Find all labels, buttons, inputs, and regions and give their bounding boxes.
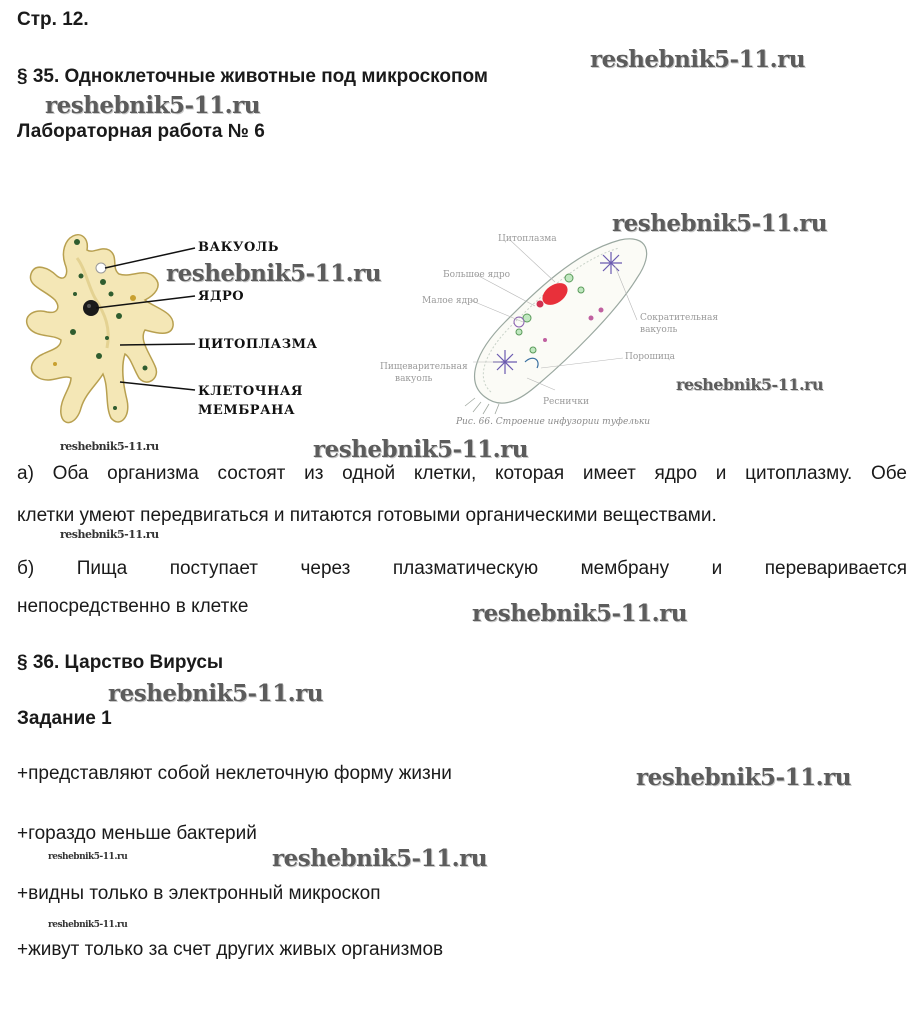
section-35-title: § 35. Одноклеточные животные под микроскопом	[17, 66, 488, 87]
paramecium-label-small-nucleus: Малое ядро	[422, 296, 479, 306]
watermark: reshebnik5-11.ru	[313, 436, 528, 463]
answer-b-line1: б) Пища поступает через плазматическую мембрану и переваривается	[17, 558, 907, 579]
label-membrane-line2: МЕМБРАНА	[198, 403, 296, 418]
answer-a-line1: а) Оба организма состоят из одной клетки, которая имеет ядро и цитоплазму. Обе	[17, 463, 907, 484]
label-membrane-line1: КЛЕТОЧНАЯ	[198, 384, 303, 399]
paramecium-figure	[415, 222, 665, 432]
paramecium-label-digestive-1: Пищеварительная	[380, 362, 468, 372]
paramecium-label-contractile-2: вакуоль	[640, 325, 678, 335]
watermark: reshebnik5-11.ru	[472, 600, 687, 627]
answer-b-line2: непосредственно в клетке	[17, 596, 249, 617]
watermark: reshebnik5-11.ru	[48, 920, 128, 930]
list-item: +видны только в электронный микроскоп	[17, 883, 381, 904]
watermark: reshebnik5-11.ru	[612, 210, 827, 237]
label-cytoplasm: ЦИТОПЛАЗМА	[198, 337, 318, 352]
paramecium-label-contractile-1: Сократительная	[640, 313, 718, 323]
paramecium-label-pore: Порошица	[625, 352, 675, 362]
paramecium-label-cilia: Реснички	[543, 397, 589, 407]
watermark: reshebnik5-11.ru	[45, 92, 260, 119]
label-vacuole: ВАКУОЛЬ	[198, 240, 279, 255]
list-item: +гораздо меньше бактерий	[17, 823, 257, 844]
contractile-vacuole-star-upper	[600, 252, 622, 274]
paramecium-label-cytoplasm: Цитоплазма	[498, 234, 557, 244]
watermark: reshebnik5-11.ru	[590, 46, 805, 73]
paramecium-label-digestive-2: вакуоль	[395, 374, 433, 384]
paramecium-caption: Рис. 66. Строение инфузории туфельки	[456, 417, 651, 427]
label-nucleus: ЯДРО	[198, 289, 245, 304]
section-36-title: § 36. Царство Вирусы	[17, 652, 224, 673]
page-number: Стр. 12.	[17, 9, 89, 30]
list-item: +представляют собой неклеточную форму жизни	[17, 763, 452, 784]
watermark: reshebnik5-11.ru	[166, 260, 381, 287]
watermark: reshebnik5-11.ru	[108, 680, 323, 707]
watermark: reshebnik5-11.ru	[272, 845, 487, 872]
paramecium-label-big-nucleus: Большое ядро	[443, 270, 511, 280]
watermark: reshebnik5-11.ru	[60, 440, 159, 453]
watermark: reshebnik5-11.ru	[48, 852, 128, 862]
watermark: reshebnik5-11.ru	[636, 764, 851, 791]
lab-work-title: Лабораторная работа № 6	[17, 121, 265, 142]
list-item: +живут только за счет других живых организмов	[17, 939, 444, 960]
watermark: reshebnik5-11.ru	[60, 528, 159, 541]
answer-a-line2: клетки умеют передвигаться и питаются готовыми органическими веществами.	[17, 505, 717, 526]
task-1-title: Задание 1	[17, 708, 112, 729]
paramecium-illustration	[415, 222, 665, 432]
watermark: reshebnik5-11.ru	[676, 375, 824, 394]
